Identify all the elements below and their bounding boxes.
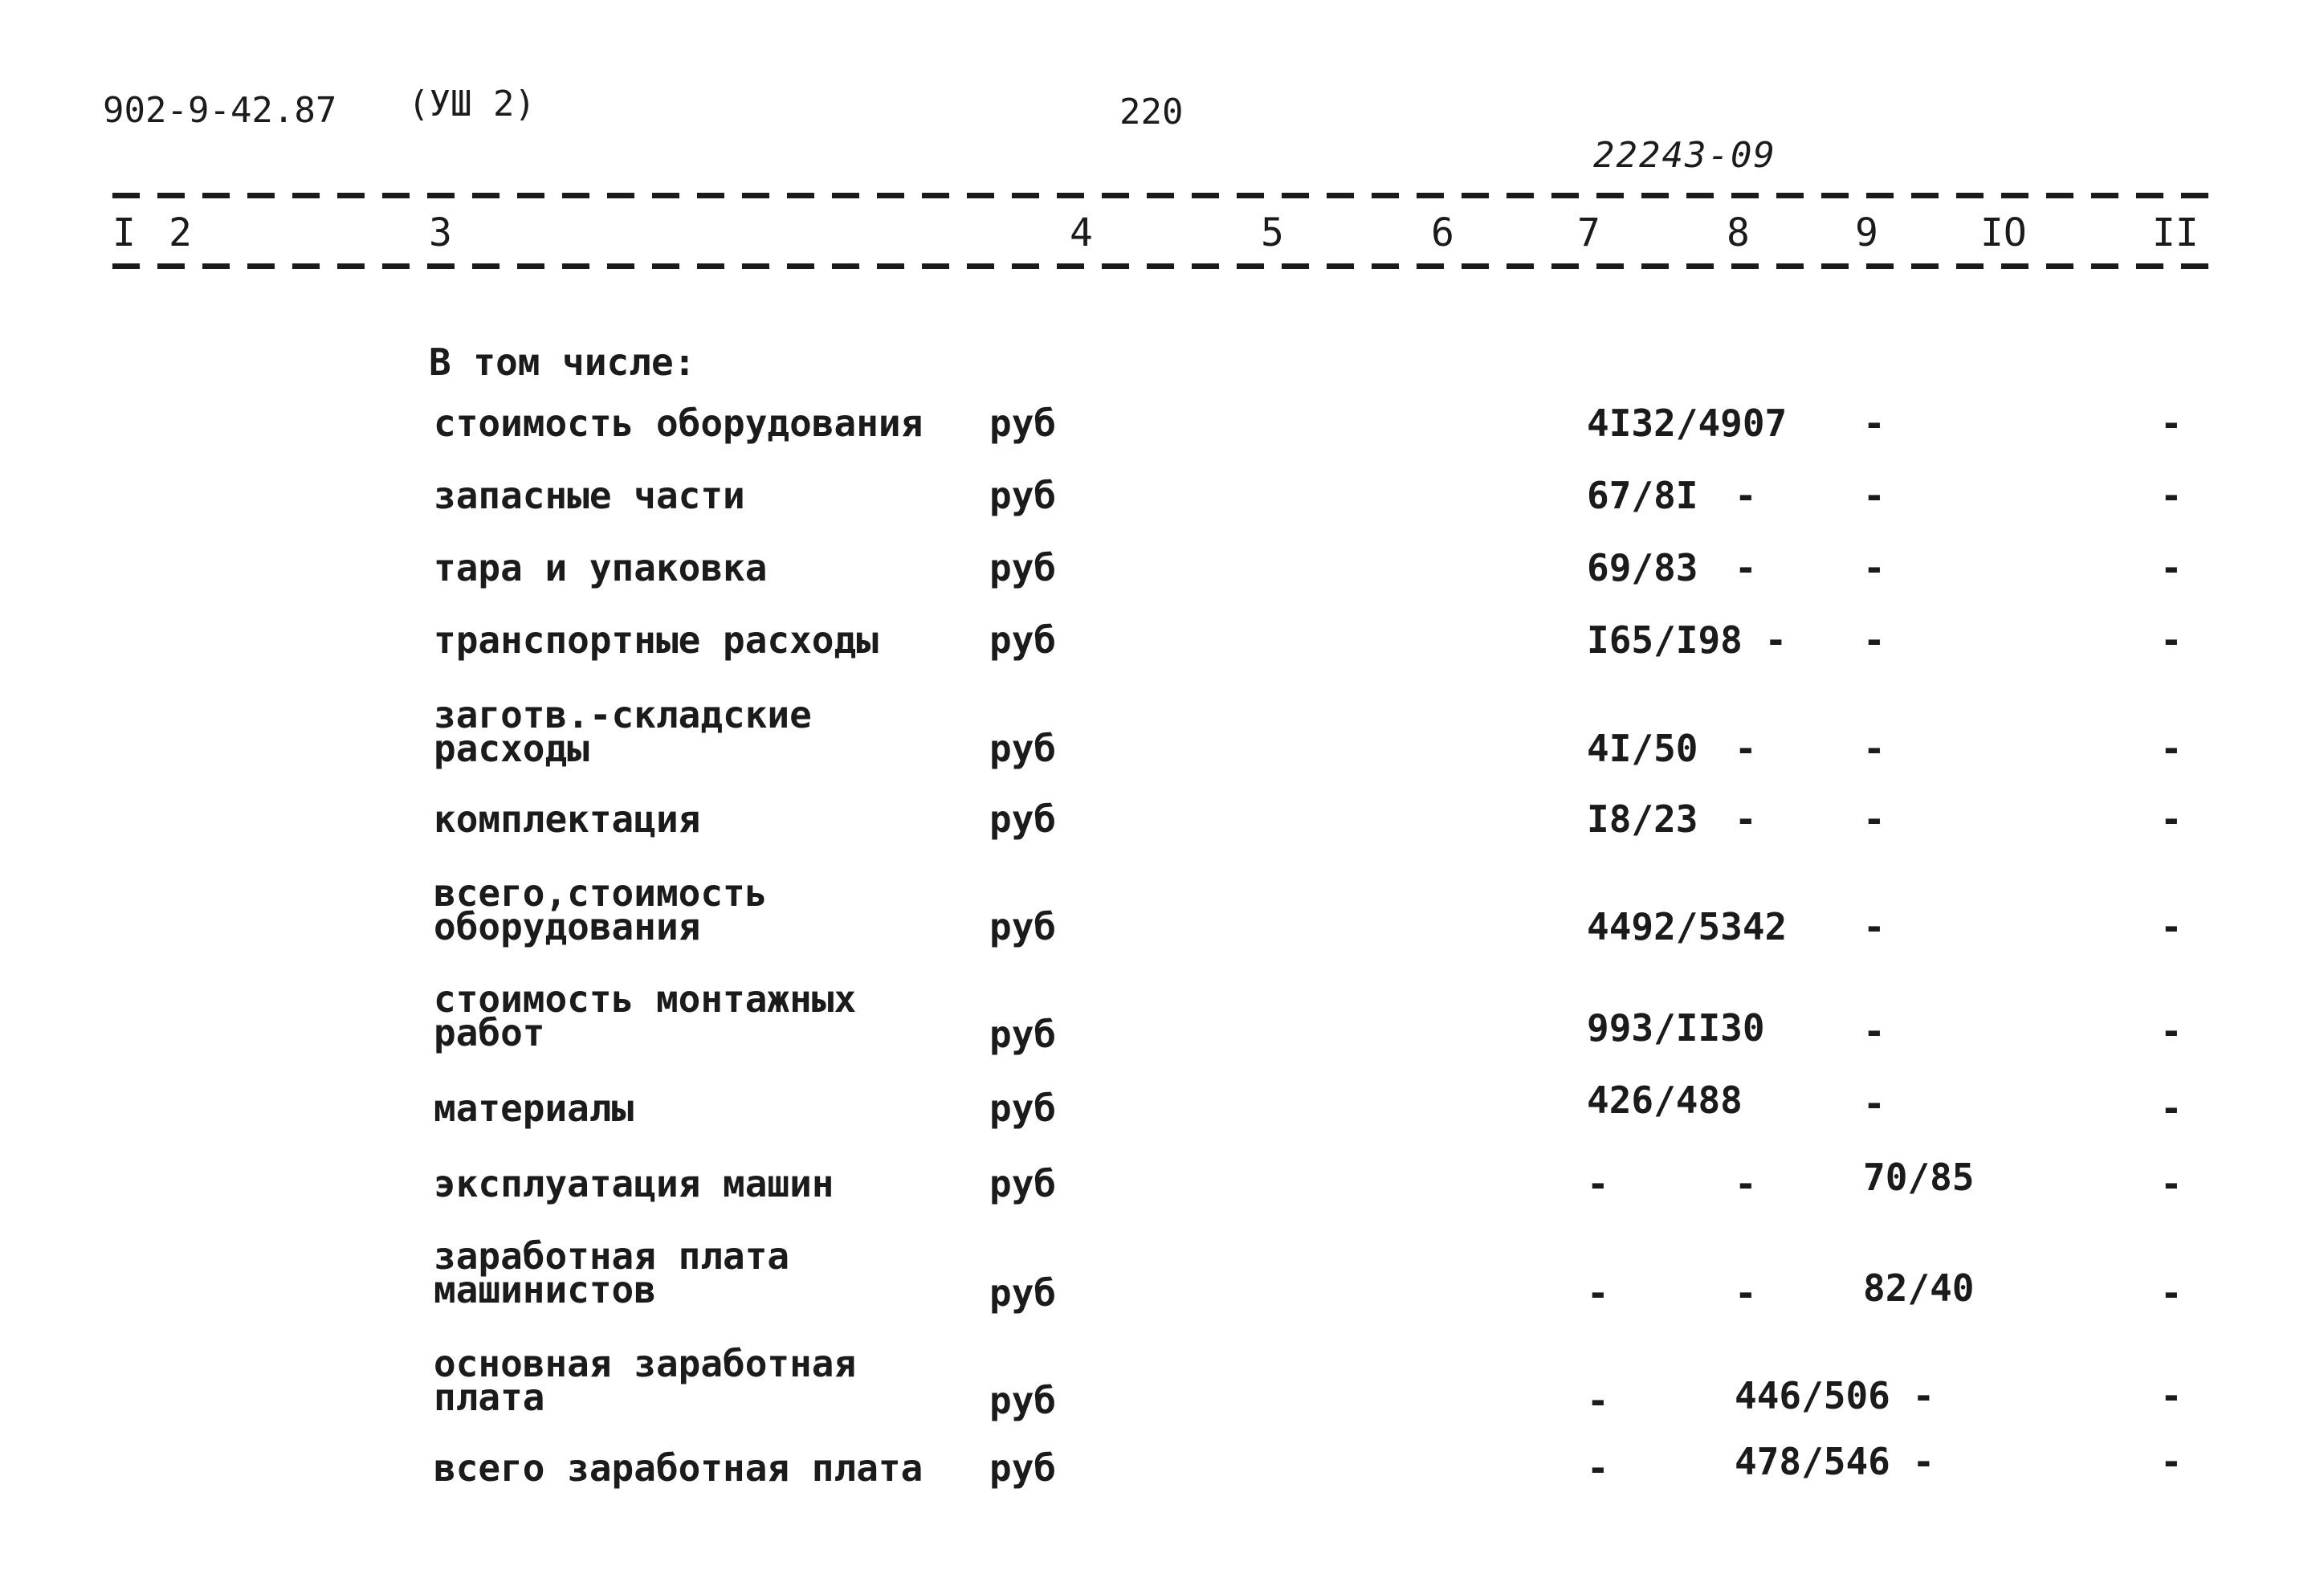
row-col8-value: -	[1735, 474, 1757, 517]
row-col11-value: -	[2160, 1271, 2183, 1315]
row-col7-value: 993/II30	[1587, 1006, 1765, 1050]
document-code: 902-9-42.87	[103, 90, 337, 131]
column-header-3: 3	[429, 210, 452, 255]
sheet-code: 22243-09	[1593, 135, 1776, 176]
row-col8-value: -	[1735, 546, 1757, 589]
row-col11-value: -	[2160, 1162, 2183, 1205]
row-label-line2: расходы	[434, 727, 589, 770]
row-label: материалы	[434, 1087, 634, 1130]
row-col9-value: -	[1863, 727, 1886, 770]
row-col11-value: -	[2160, 905, 2183, 948]
row-unit: руб	[989, 1013, 1057, 1056]
row-col11-value: -	[2160, 1087, 2183, 1130]
row-label: запасные части	[434, 474, 745, 517]
row-col7-value: I8/23	[1587, 797, 1698, 841]
row-col11-value: -	[2160, 618, 2183, 662]
row-col11-value: -	[2160, 402, 2183, 445]
row-label-line2: оборудования	[434, 905, 701, 948]
row-col11-value: -	[2160, 727, 2183, 770]
row-unit: руб	[989, 474, 1057, 517]
section-title: В том числе:	[429, 340, 696, 384]
column-header-2: 2	[169, 210, 192, 255]
row-label: заготв.-складские	[434, 693, 812, 736]
row-col9-value: -	[1863, 402, 1886, 445]
row-label: стоимость оборудования	[434, 402, 923, 445]
row-label: транспортные расходы	[434, 618, 879, 662]
column-header-4: 4	[1070, 210, 1093, 255]
row-col9-value: -	[1863, 1082, 1886, 1125]
column-header-5: 5	[1261, 210, 1284, 255]
row-label: тара и упаковка	[434, 546, 768, 589]
row-label-line2: работ	[434, 1011, 545, 1054]
row-col7-value: -	[1587, 1446, 1609, 1490]
row-unit: руб	[989, 1087, 1057, 1130]
column-header-11: II	[2152, 210, 2199, 255]
page-number: 220	[1119, 92, 1184, 133]
row-col9-value: -	[1863, 618, 1886, 662]
row-unit: руб	[989, 1379, 1057, 1422]
row-col9-value: -	[1863, 546, 1886, 589]
row-label: всего,стоимость	[434, 871, 768, 915]
row-label: основная заработная	[434, 1342, 857, 1385]
row-col11-value: -	[2160, 1374, 2183, 1417]
row-col9-value: -	[1863, 1009, 1886, 1053]
row-col7-value: 67/8I	[1587, 474, 1698, 517]
row-col9-value: 82/40	[1863, 1266, 1975, 1310]
header-top-rule	[112, 193, 2224, 198]
header-bottom-rule	[112, 263, 2224, 269]
row-col11-value: -	[2160, 797, 2183, 841]
row-col7-value: 69/83	[1587, 546, 1698, 589]
row-label-line2: плата	[434, 1376, 545, 1419]
row-col9-value: -	[1863, 474, 1886, 517]
row-unit: руб	[989, 1162, 1057, 1205]
row-col8-value: 478/546 -	[1735, 1440, 1935, 1483]
row-col7-value: -	[1587, 1379, 1609, 1422]
column-header-10: IO	[1980, 210, 2027, 255]
row-col11-value: -	[2160, 546, 2183, 589]
row-label: заработная плата	[434, 1234, 790, 1278]
row-col11-value: -	[2160, 1440, 2183, 1483]
row-col8-value: 446/506 -	[1735, 1374, 1935, 1417]
row-col7-value: 4I32/4907	[1587, 402, 1788, 445]
row-unit: руб	[989, 797, 1057, 841]
row-unit: руб	[989, 1271, 1057, 1315]
row-unit: руб	[989, 402, 1057, 445]
column-header-7: 7	[1577, 210, 1600, 255]
row-col8-value: -	[1735, 727, 1757, 770]
column-header-1: I	[112, 210, 136, 255]
row-col9-value: 70/85	[1863, 1156, 1975, 1199]
row-col7-value: -	[1587, 1162, 1609, 1205]
row-col9-value: -	[1863, 797, 1886, 841]
row-col8-value: -	[1735, 1162, 1757, 1205]
row-label-line2: машинистов	[434, 1268, 656, 1311]
column-header-9: 9	[1855, 210, 1878, 255]
row-col7-value: -	[1587, 1271, 1609, 1315]
row-col7-value: I65/I98 -	[1587, 618, 1788, 662]
column-header-8: 8	[1727, 210, 1750, 255]
row-col11-value: -	[2160, 1009, 2183, 1053]
row-col8-value: -	[1735, 797, 1757, 841]
row-col7-value: 4492/5342	[1587, 905, 1788, 948]
row-col7-value: 426/488	[1587, 1079, 1743, 1122]
row-unit: руб	[989, 727, 1057, 770]
album-number: (УШ 2)	[408, 84, 536, 124]
row-col11-value: -	[2160, 474, 2183, 517]
row-unit: руб	[989, 1446, 1057, 1490]
row-label: комплектация	[434, 797, 701, 841]
row-unit: руб	[989, 905, 1057, 948]
row-col9-value: -	[1863, 905, 1886, 948]
column-header-6: 6	[1431, 210, 1454, 255]
row-label: эксплуатация машин	[434, 1162, 834, 1205]
row-unit: руб	[989, 618, 1057, 662]
row-label: всего заработная плата	[434, 1446, 923, 1490]
row-col7-value: 4I/50	[1587, 727, 1698, 770]
row-col8-value: -	[1735, 1271, 1757, 1315]
row-label: стоимость монтажных	[434, 977, 857, 1021]
row-unit: руб	[989, 546, 1057, 589]
